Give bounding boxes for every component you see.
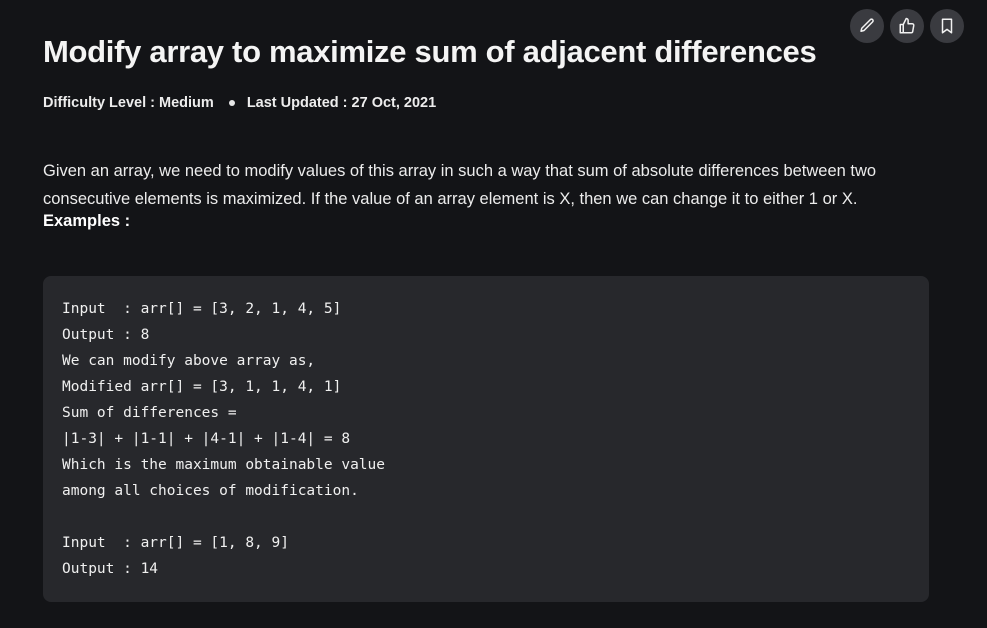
pencil-icon — [858, 17, 876, 35]
difficulty-level: Difficulty Level : Medium — [43, 95, 214, 111]
bookmark-icon — [938, 17, 956, 35]
examples-heading: Examples : — [43, 212, 131, 230]
code-line: |1-3| + |1-1| + |4-1| + |1-4| = 8 — [62, 431, 351, 447]
code-line — [62, 504, 910, 530]
article-actions — [850, 9, 964, 43]
code-block — [43, 276, 929, 602]
edit-button[interactable] — [850, 9, 884, 43]
code-line: Sum of differences = — [62, 405, 246, 421]
article-meta — [43, 95, 436, 111]
code-line: We can modify above array as, — [62, 353, 316, 369]
code-line: Input : arr[] = [1, 8, 9] — [62, 535, 289, 551]
code-line: Output : 14 — [62, 561, 159, 577]
code-line: Which is the maximum obtainable value — [62, 457, 394, 473]
article-title: Modify array to maximize sum of adjacent differences — [43, 34, 817, 69]
code-line: Modified arr[] = [3, 1, 1, 4, 1] — [62, 379, 342, 395]
thumbs-up-icon — [898, 17, 916, 35]
like-button[interactable] — [890, 9, 924, 43]
code-line: Output : 8 — [62, 327, 150, 343]
bookmark-button[interactable] — [930, 9, 964, 43]
code-line: among all choices of modification. — [62, 483, 359, 499]
article-description: Given an array, we need to modify values of this array in such a way that sum of absolute differences between two consecutive elements is maximized. If the value of an array element is X, then we can change it to either 1 or X. — [43, 162, 877, 208]
code-line: Input : arr[] = [3, 2, 1, 4, 5] — [62, 301, 342, 317]
last-updated: Last Updated : 27 Oct, 2021 — [246, 95, 437, 111]
separator-dot — [229, 100, 235, 106]
